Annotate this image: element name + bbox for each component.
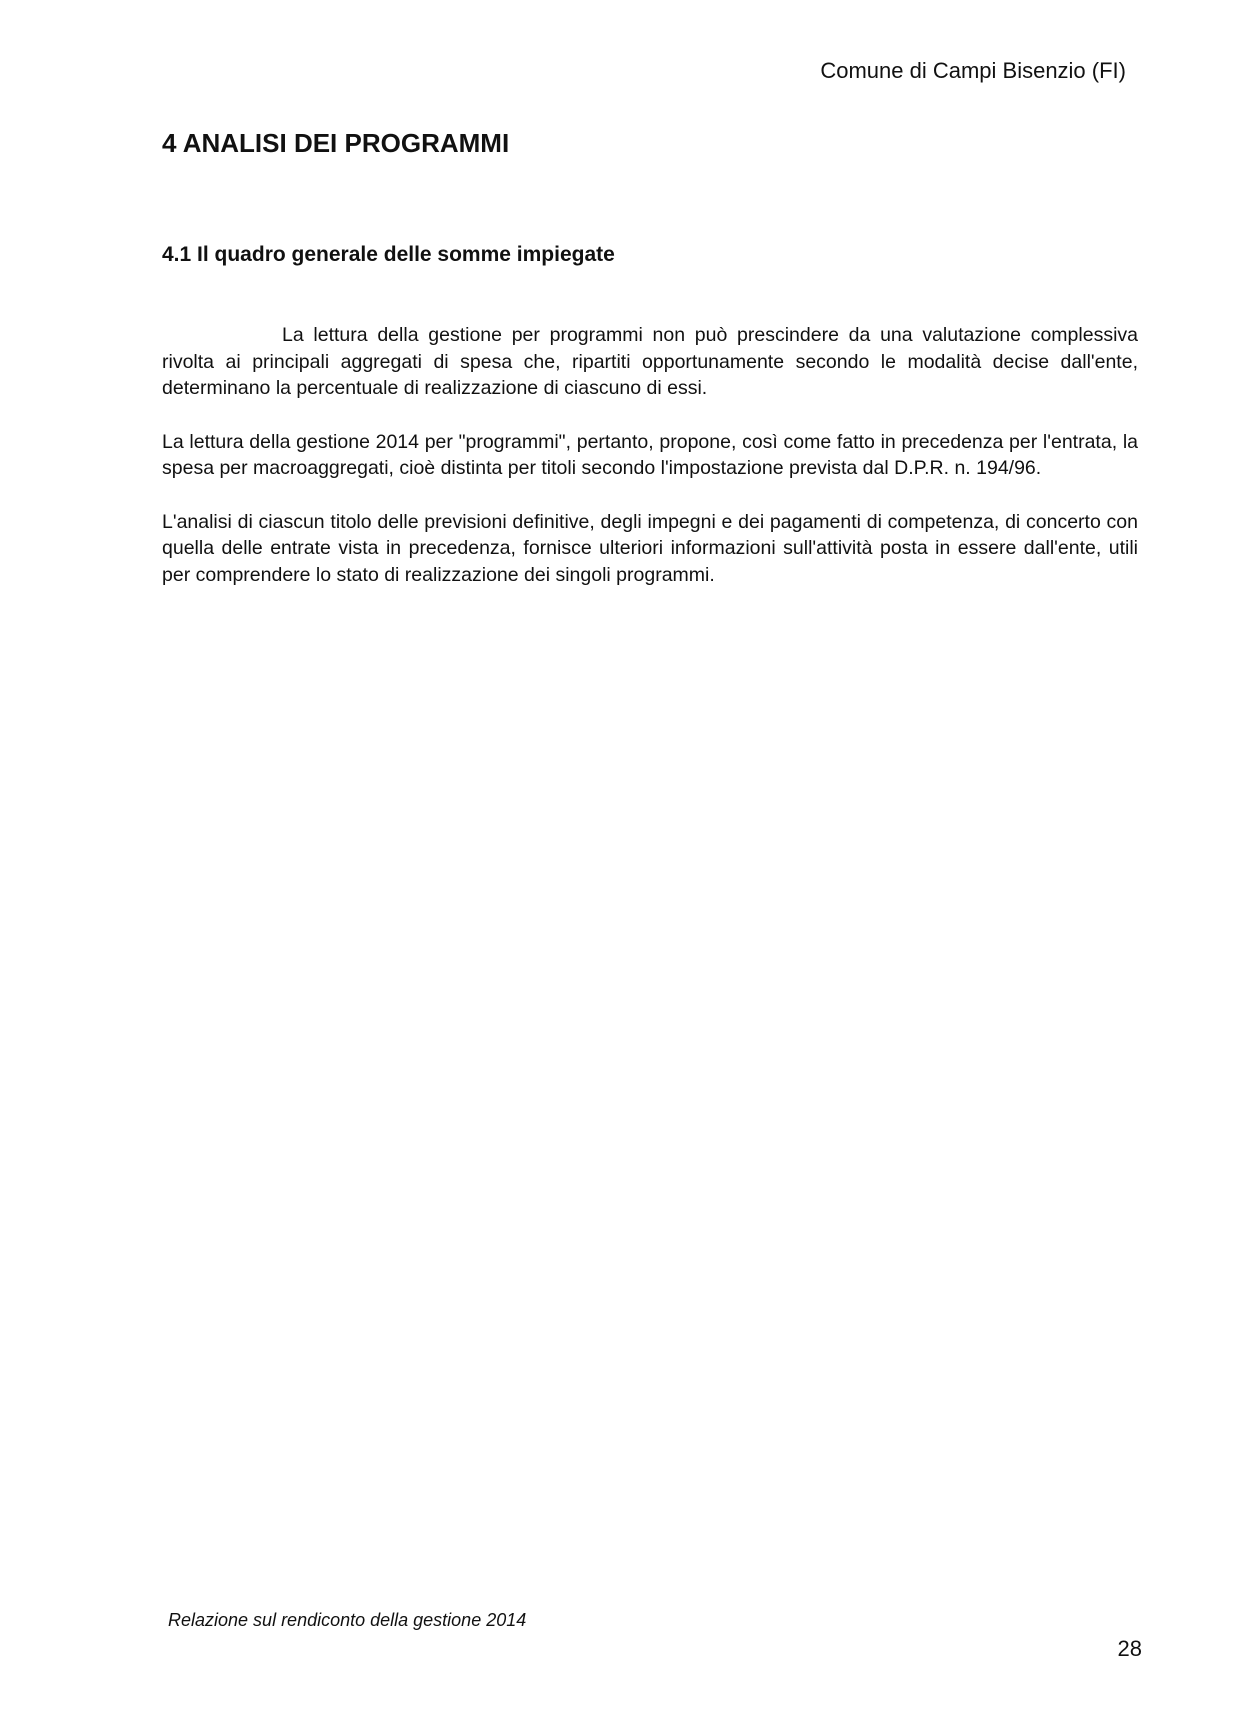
body-text	[162, 322, 1138, 615]
page-header-organization: Comune di Campi Bisenzio (FI)	[820, 58, 1126, 83]
footer-document-title: Relazione sul rendiconto della gestione 2014	[168, 1610, 527, 1630]
subsection-title: 4.1 Il quadro generale delle somme impiegate	[162, 243, 615, 266]
paragraph: L'analisi di ciascun titolo delle previsioni definitive, degli impegni e dei pagamenti di competenza, di concerto con quella delle entrate vista in precedenza, fornisce ulteriori informazioni sull'attività posta in essere dall'ente, utili per comprendere lo stato di realizzazione dei singoli programmi.	[162, 510, 1138, 586]
paragraph: La lettura della gestione 2014 per "programmi", pertanto, propone, così come fatto in precedenza per l'entrata, la spesa per macroaggregati, cioè distinta per titoli secondo l'impostazione prevista dal D.P.R. n. 194/96.	[162, 430, 1138, 479]
paragraph: La lettura della gestione per programmi non può prescindere da una valutazione complessiva rivolta ai principali aggregati di spesa che, ripartiti opportunamente secondo le modalità decise dall'ente, determinano la percentuale di realizzazione di ciascuno di essi.	[162, 324, 1138, 399]
section-title: 4 ANALISI DEI PROGRAMMI	[162, 128, 510, 158]
page-number: 28	[1117, 1636, 1142, 1661]
